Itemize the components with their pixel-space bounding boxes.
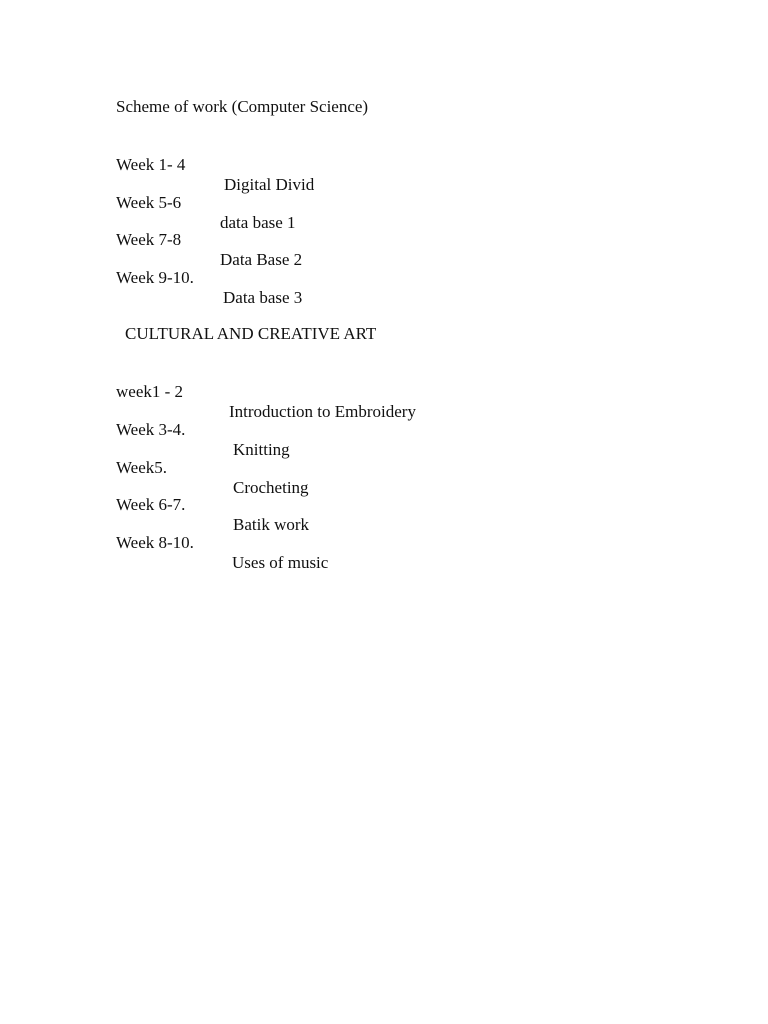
document-title: Scheme of work (Computer Science): [116, 97, 369, 116]
week-label: Week 5-6: [116, 193, 182, 212]
topic-label: Digital Divid: [224, 175, 315, 194]
topic-label: Introduction to Embroidery: [229, 402, 416, 421]
week-label: Week 3-4.: [116, 420, 186, 439]
topic-label: Knitting: [233, 440, 290, 459]
topic-label: Crocheting: [233, 478, 309, 497]
week-label: Week 7-8: [116, 230, 182, 249]
section-heading: CULTURAL AND CREATIVE ART: [125, 324, 377, 343]
topic-label: Data base 3: [223, 288, 303, 307]
week-label: Week 9-10.: [116, 268, 194, 287]
topic-label: data base 1: [220, 213, 296, 232]
topic-label: Batik work: [233, 515, 310, 534]
week-label: Week 8-10.: [116, 533, 194, 552]
week-label: week1 - 2: [116, 382, 184, 401]
week-label: Week 1- 4: [116, 155, 186, 174]
week-label: Week5.: [116, 458, 168, 477]
topic-label: Data Base 2: [220, 250, 303, 269]
topic-label: Uses of music: [232, 553, 329, 572]
week-label: Week 6-7.: [116, 495, 186, 514]
